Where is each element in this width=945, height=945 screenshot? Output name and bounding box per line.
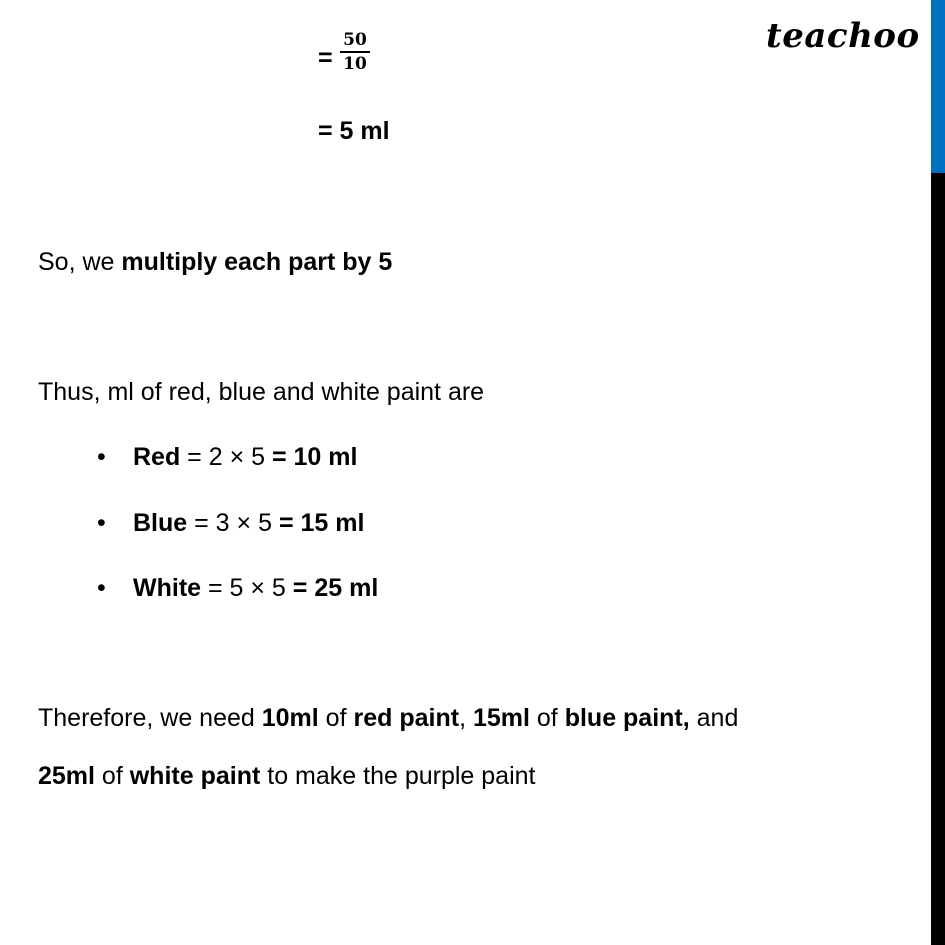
item-expr: = 2 × 5 <box>180 443 272 471</box>
text: and <box>689 704 739 732</box>
white-amount: 25ml <box>38 762 95 790</box>
multiply-prefix: So, we <box>38 248 122 276</box>
text: Therefore, we need <box>38 704 262 732</box>
bullet: • <box>97 574 106 602</box>
intro-line: Thus, ml of red, blue and white paint are <box>38 378 485 406</box>
text: , <box>459 704 473 732</box>
red-paint: red paint <box>353 704 460 732</box>
text: of <box>318 704 354 732</box>
denominator: 10 <box>343 54 367 74</box>
item-expr: = 5 × 5 <box>201 574 293 602</box>
blue-amount: 15ml <box>472 704 530 732</box>
slide-accent-bar <box>931 0 945 173</box>
item-name: Blue <box>133 509 188 537</box>
multiply-bold: multiply each part by 5 <box>121 248 393 276</box>
item-name: White <box>133 574 202 602</box>
item-text <box>133 445 357 470</box>
multiply-line <box>38 250 392 275</box>
numerator: 50 <box>343 30 367 50</box>
item-result: = 25 ml <box>292 574 379 602</box>
text: of <box>94 762 130 790</box>
item-name: Red <box>133 443 181 471</box>
white-paint: white paint <box>129 762 261 790</box>
text: to make the purple paint <box>260 762 536 790</box>
teachoo-logo: teachoo <box>766 16 920 56</box>
fraction <box>340 30 370 74</box>
slide-side-bar <box>931 0 945 945</box>
text: of <box>529 704 565 732</box>
equals-sign: = <box>318 44 333 72</box>
red-amount: 10ml <box>261 704 319 732</box>
item-text <box>133 576 378 601</box>
result-line: = 5 ml <box>318 117 390 145</box>
bullet: • <box>97 443 106 471</box>
item-result: = 10 ml <box>271 443 358 471</box>
bullet: • <box>97 509 106 537</box>
conclusion-line-2 <box>38 764 535 789</box>
conclusion-line-1 <box>38 706 738 731</box>
item-result: = 15 ml <box>278 509 365 537</box>
fraction-bar <box>340 51 370 53</box>
item-expr: = 3 × 5 <box>187 509 279 537</box>
item-text <box>133 511 364 536</box>
blue-paint: blue paint, <box>564 704 690 732</box>
